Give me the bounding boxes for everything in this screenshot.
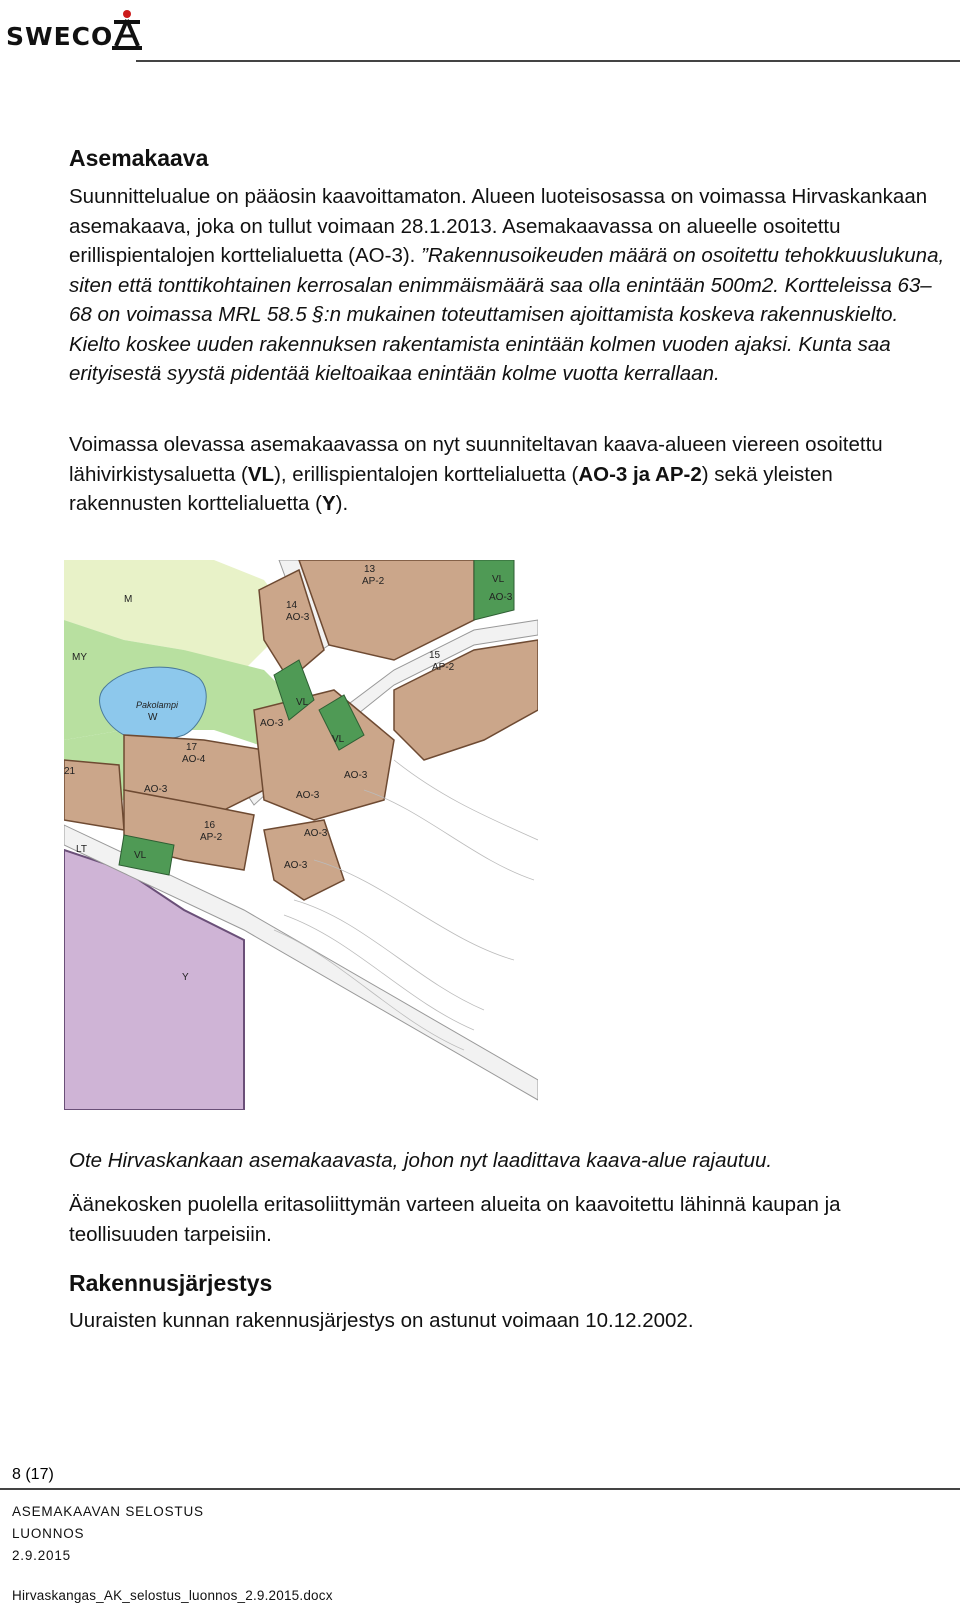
footer-date: 2.9.2015 xyxy=(12,1548,71,1563)
map-label: AO-3 xyxy=(144,784,168,795)
map-label: 14 xyxy=(286,600,298,611)
text-part: ), erillispientalojen korttelialuetta ( xyxy=(274,462,579,486)
paragraph-text: Suunnittelualue on pääosin kaavoittamaton. Alueen luoteisosassa on voimassa Hirvaskankaan asemakaava, joka on tullut voimaan 28.1.2013. Asemakaavassa on alueelle osoitettu erillispientalojen korttelialuetta (AO-3). xyxy=(69,185,928,267)
map-label: 17 xyxy=(186,742,198,753)
map-label: AO-3 xyxy=(489,592,513,603)
map-label: Y xyxy=(182,972,189,983)
footer-status: LUONNOS xyxy=(12,1526,85,1541)
section-heading-asemakaava: Asemakaava xyxy=(69,145,209,171)
map-caption xyxy=(69,1146,949,1176)
map-label: VL xyxy=(296,697,309,708)
lake-name-label: Pakolampi xyxy=(136,700,179,710)
map-label: AP-2 xyxy=(200,832,223,843)
map-label: MY xyxy=(72,652,87,663)
lake-code-label: W xyxy=(148,712,158,723)
paragraph-adjacent-areas xyxy=(69,430,949,519)
map-label: VL xyxy=(134,850,147,861)
sweco-logo xyxy=(6,8,186,51)
map-label: AO-3 xyxy=(284,860,308,871)
map-label: AO-3 xyxy=(286,612,310,623)
bold-code: Y xyxy=(321,492,336,515)
logo-text: SWECO xyxy=(6,22,114,51)
paragraph-aanekoski: Äänekosken puolella eritasoliittymän varteen alueita on kaavoitettu lähinnä kaupan ja teollisuuden tarpeisiin. xyxy=(69,1193,841,1246)
map-label: AP-2 xyxy=(362,576,385,587)
map-label: AO-3 xyxy=(344,770,368,781)
page-number: 8 (17) xyxy=(12,1466,54,1483)
section-heading-rakennusjarjestys: Rakennusjärjestys xyxy=(69,1270,273,1296)
map-label: 13 xyxy=(364,564,376,575)
text-part: Voimassa olevassa asemakaavassa on nyt suunniteltavan kaava-alueen viereen osoitettu lähivirkistysaluetta ( xyxy=(69,433,883,486)
footer-rule xyxy=(0,1488,960,1490)
quoted-regulation: ”Rakennusoikeuden määrä on osoitettu tehokkuuslukuna, siten että tonttikohtainen kerrosalan enimmäismäärä saa olla enintään 500m2. Kortteleissa 63–68 on voimassa MRL 58.5 §:n mukainen toteuttamisen ajoittamista koskeva rakennuskielto. Kielto koskee uuden rakennuksen rakentamista enintään kolmen vuoden ajaksi. Kunta saa erityisestä syystä pidentää kieltoaikaa enintään kolme vuotta kerrallaan. xyxy=(69,244,945,385)
map-label: 15 xyxy=(429,650,441,661)
map-label: AO-3 xyxy=(260,718,284,729)
paragraph-asemakaava xyxy=(69,182,949,389)
bold-code: VL xyxy=(247,462,275,486)
text-part: ). xyxy=(335,492,349,515)
text-part: ) sekä yleisten rakennusten korttelialuetta ( xyxy=(69,462,833,515)
caption-text: Ote Hirvaskankaan asemakaavasta, johon nyt laadittava kaava-alue rajautuu. xyxy=(69,1149,773,1172)
map-label: VL xyxy=(492,574,505,585)
footer-doc-title: ASEMAKAAVAN SELOSTUS xyxy=(12,1504,204,1519)
vl-area-ne xyxy=(474,560,514,620)
header-rule xyxy=(136,60,960,62)
zoning-plan-map xyxy=(64,560,538,1110)
map-label: VL xyxy=(332,734,345,745)
map-label: 16 xyxy=(204,820,216,831)
sweco-mark-icon xyxy=(110,8,144,52)
map-label: AO-3 xyxy=(304,828,328,839)
bold-code: AO-3 ja AP-2 xyxy=(578,462,702,486)
footer-filename: Hirvaskangas_AK_selostus_luonnos_2.9.2015.docx xyxy=(12,1588,333,1603)
map-label: AO-4 xyxy=(182,754,206,765)
map-label: AP-2 xyxy=(432,662,455,673)
map-label: LT xyxy=(76,844,87,855)
paragraph-rakennusjarjestys: Uuraisten kunnan rakennusjärjestys on astunut voimaan 10.12.2002. xyxy=(69,1309,694,1332)
map-label: 21 xyxy=(64,766,76,777)
map-label: AO-3 xyxy=(296,790,320,801)
map-label: M xyxy=(124,594,133,605)
